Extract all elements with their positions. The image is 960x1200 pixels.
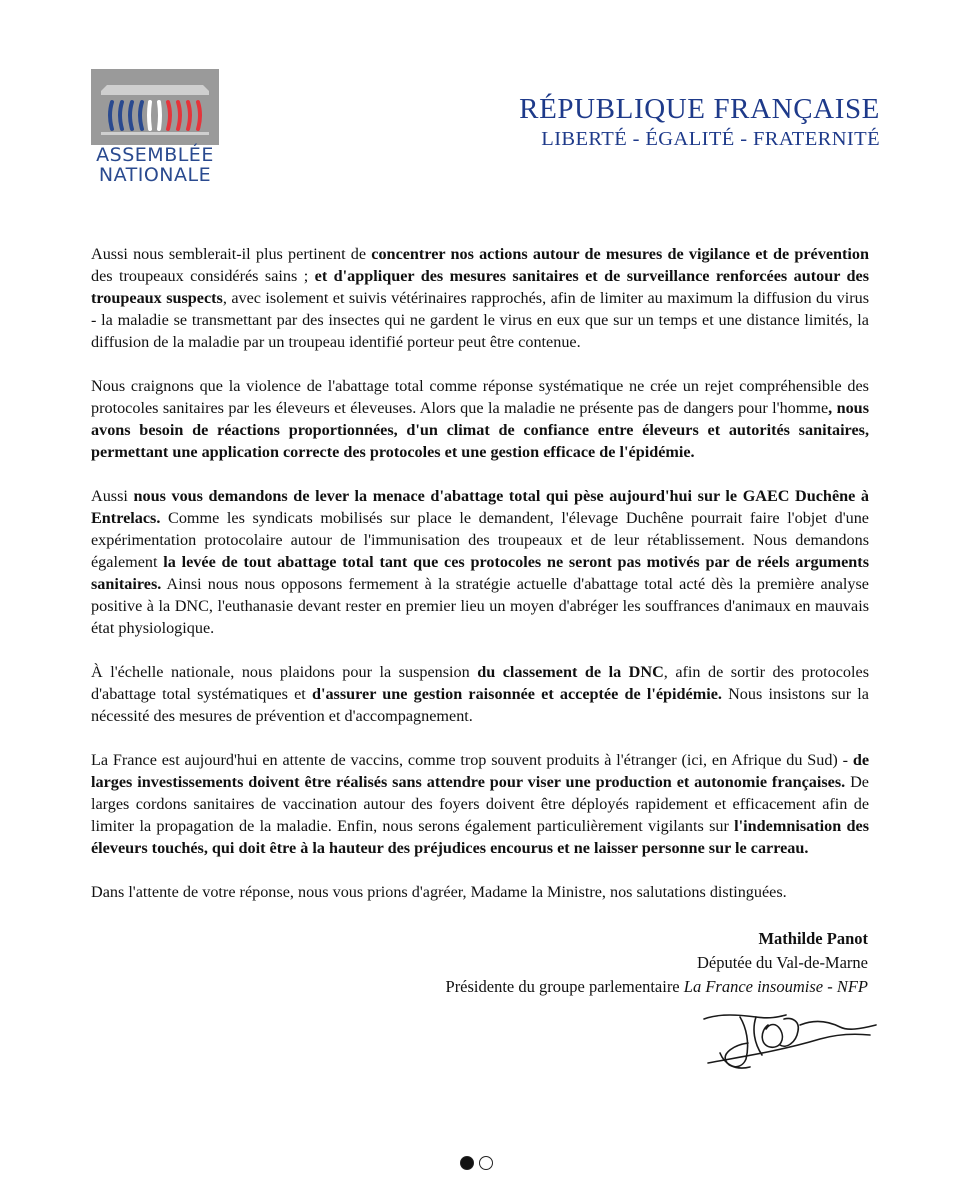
- text-run: Nous insistons sur la nécessité des mesures de prévention et d'accompagnement.: [91, 685, 869, 725]
- text-run: Nous craignons que la violence de l'abattage total comme réponse systématique ne crée un rejet compréhensible des protocoles sanitaires par les éleveurs et éleveuses. Alors que la maladie ne présente pas de dangers pour l'homme: [91, 377, 869, 417]
- bold-text: , nous avons besoin de réactions proportionnées, d'un climat de confiance entre éleveurs et autorités sanitaires, permettant une application correcte des protocoles et une gestion efficace de l'épidémie.: [91, 399, 869, 461]
- signatory-name: Mathilde Panot: [758, 929, 868, 948]
- text-run: De larges cordons sanitaires de vaccination autour des foyers doivent être déployés rapidement et efficacement afin de limiter la propagation de la maladie. Enfin, nous serons également particulièrement vigilants sur: [91, 773, 869, 835]
- bold-text: du classement de la DNC: [477, 663, 664, 681]
- assemblee-nationale-logo: [91, 69, 219, 185]
- text-run: Comme les syndicats mobilisés sur place le demandent, l'élevage Duchêne pourrait faire l'objet d'une expérimentation protocolaire autour de l'immunisation des troupeaux et de leur rétablissement. Nous demandons également: [91, 509, 869, 571]
- pagination-dots: [460, 1156, 493, 1170]
- hemicycle-emblem-icon: [91, 69, 219, 145]
- text-run: , avec isolement et suivis vétérinaires rapprochés, afin de limiter au maximum la diffusion du virus - la maladie se transmettant par des insectes qui ne gardent le virus en eux que sur un temps et une distance limités, la diffusion de la maladie par un troupeau identifié porteur peut être contenue.: [91, 289, 869, 351]
- republic-motto: LIBERTÉ - ÉGALITÉ - FRATERNITÉ: [541, 128, 880, 150]
- letter-paragraph: [91, 749, 869, 859]
- signature-block: [446, 927, 868, 999]
- bold-text: de larges investissements doivent être réalisés sans attendre pour viser une production et autonomie françaises.: [91, 751, 869, 791]
- bold-text: concentrer nos actions autour de mesures de vigilance et de prévention: [371, 245, 869, 263]
- letter-paragraph: [91, 661, 869, 727]
- logo-line-2: NATIONALE: [98, 164, 212, 186]
- bold-text: l'indemnisation des éleveurs touchés, qui doit être à la hauteur des préjudices encourus et ne laisser personne sur le carreau.: [91, 817, 869, 857]
- letter-paragraph: [91, 243, 869, 353]
- bold-text: d'assurer une gestion raisonnée et acceptée de l'épidémie.: [311, 685, 722, 703]
- signatory-title-prefix: Présidente du groupe parlementaire: [445, 977, 684, 996]
- bold-text: nous vous demandons de lever la menace d'abattage total qui pèse aujourd'hui sur le GAEC Duchêne à Entrelacs.: [91, 487, 869, 527]
- republic-header: [519, 92, 880, 152]
- text-run: Dans l'attente de votre réponse, nous vous prions d'agréer, Madame la Ministre, nos salutations distinguées.: [91, 883, 787, 901]
- logo-line-1: ASSEMBLÉE: [96, 144, 214, 166]
- letter-body: [91, 243, 869, 925]
- text-run: Aussi: [91, 487, 134, 505]
- letter-paragraph: [91, 375, 869, 463]
- text-run: des troupeaux considérés sains ;: [91, 267, 315, 285]
- bold-text: et d'appliquer des mesures sanitaires et de surveillance renforcées autour des troupeaux suspects: [91, 267, 869, 307]
- text-run: Ainsi nous nous opposons fermement à la stratégie actuelle d'abattage total acté dès la première analyse positive à la DNC, l'euthanasie devant rester en premier lieu un moyen d'abréger les souffrances d'animaux en mauvais état physiologique.: [91, 575, 869, 637]
- text-run: , afin de sortir des protocoles d'abattage total systématiques et: [91, 663, 869, 703]
- signatory-group: La France insoumise - NFP: [683, 977, 868, 996]
- signatory-role: Députée du Val-de-Marne: [696, 953, 868, 972]
- page-dot-1[interactable]: [460, 1156, 474, 1170]
- handwritten-signature: [700, 1005, 880, 1075]
- bold-text: la levée de tout abattage total tant que ces protocoles ne seront pas motivés par de réels arguments sanitaires.: [91, 553, 870, 593]
- text-run: Aussi nous semblerait-il plus pertinent de: [91, 245, 372, 263]
- page-dot-2[interactable]: [479, 1156, 493, 1170]
- text-run: À l'échelle nationale, nous plaidons pour la suspension: [91, 663, 478, 681]
- signatory-title: [446, 975, 868, 999]
- text-run: La France est aujourd'hui en attente de vaccins, comme trop souvent produits à l'étranger (ici, en Afrique du Sud) -: [91, 751, 853, 769]
- letter-paragraph: [91, 485, 869, 639]
- republic-title: RÉPUBLIQUE FRANÇAISE: [519, 93, 880, 125]
- letter-paragraph: [91, 881, 869, 903]
